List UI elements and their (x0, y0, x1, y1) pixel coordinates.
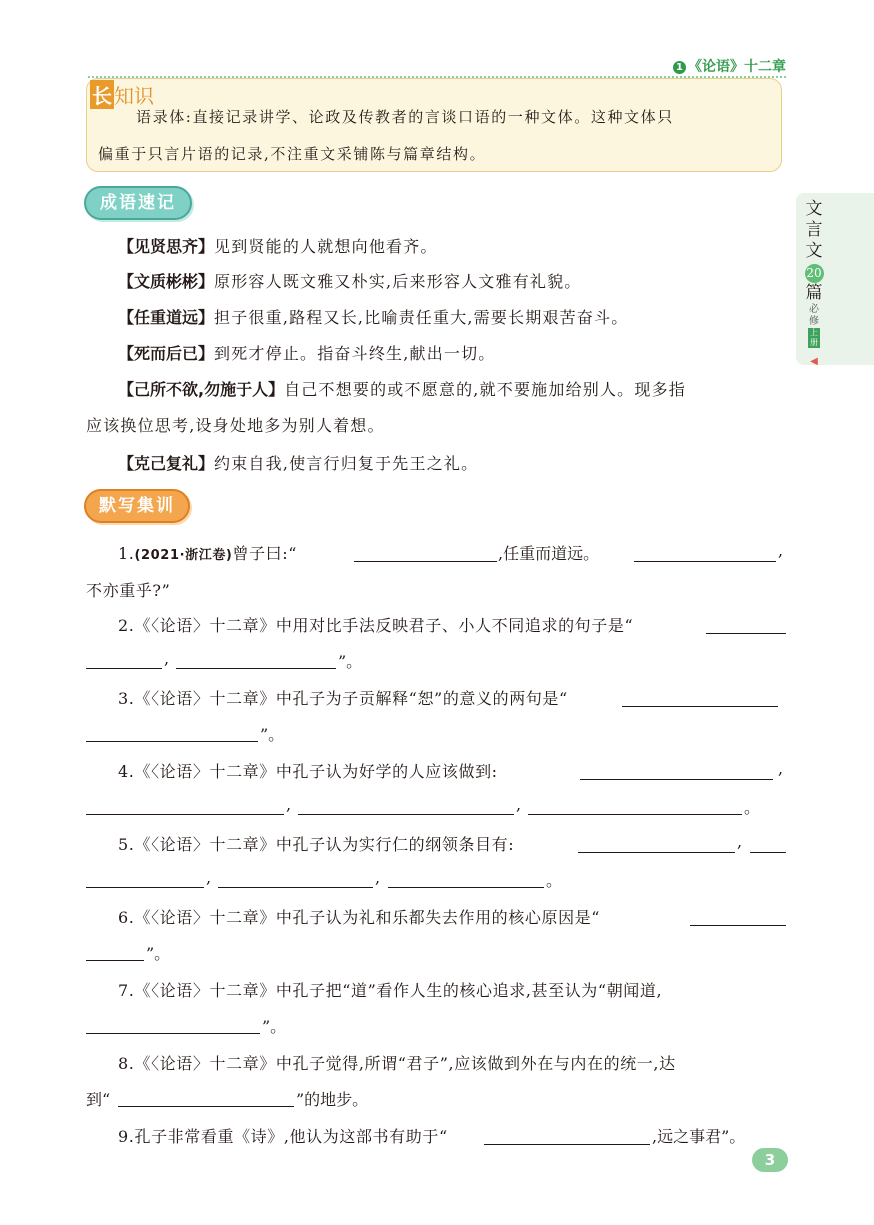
idiom-desc-continued: 应该换位思考,设身处地多为别人着想。 (86, 416, 385, 435)
side-tab-volume-char: 上 (810, 328, 818, 337)
idiom-term: 【任重道远】 (118, 308, 215, 327)
answer-blank[interactable] (118, 1106, 294, 1107)
knowledge-title-lead: 长 (90, 80, 114, 109)
q1-text: 曾子曰:“ (232, 544, 298, 563)
answer-blank[interactable] (706, 633, 786, 634)
question-2: 2.《〈论语〉十二章》中用对比手法反映君子、小人不同追求的句子是“ (118, 616, 634, 635)
side-tab[interactable] (796, 193, 874, 365)
q7-close: ”。 (262, 1017, 287, 1036)
q3-close: ”。 (260, 725, 285, 744)
side-tab-small-char: 修 (809, 316, 819, 327)
q8-text-3: ”的地步。 (296, 1090, 369, 1109)
q1-text-3: 不亦重乎?” (86, 581, 171, 600)
question-8: 8.《〈论语〉十二章》中孔子觉得,所谓“君子”,应该做到外在与内在的统一,达 (118, 1054, 676, 1073)
q5-comma-3: , (375, 868, 381, 887)
side-tab-char: 文 (805, 241, 823, 261)
q5-comma-2: , (206, 868, 212, 887)
answer-blank[interactable] (86, 960, 144, 961)
question-1 (118, 541, 297, 564)
idiom-desc: 约束自我,使言行归复于先王之礼。 (214, 454, 479, 473)
idiom-item (118, 305, 628, 328)
question-7: 7.《〈论语〉十二章》中孔子把“道”看作人生的核心追求,甚至认为“朝闻道, (118, 981, 663, 1000)
question-3: 3.《〈论语〉十二章》中孔子为子贡解释“恕”的意义的两句是“ (118, 689, 568, 708)
answer-blank[interactable] (86, 1033, 260, 1034)
q1-number: 1. (118, 544, 135, 563)
q4-comma-3: , (516, 795, 522, 814)
idiom-item (118, 341, 496, 364)
q1-source: (2021·浙江卷) (134, 548, 233, 563)
side-tab-char: 篇 (805, 283, 823, 303)
answer-blank[interactable] (388, 887, 544, 888)
idiom-item (118, 451, 478, 474)
answer-blank[interactable] (298, 814, 514, 815)
question-5: 5.《〈论语〉十二章》中孔子认为实行仁的纲领条目有: (118, 835, 515, 854)
question-9: 9.孔子非常看重《诗》,他认为这部书有助于“ (118, 1127, 448, 1146)
idiom-item (118, 269, 582, 292)
q5-comma-1: , (737, 832, 743, 851)
answer-blank[interactable] (86, 814, 284, 815)
answer-blank[interactable] (634, 561, 776, 562)
q4-comma-2: , (286, 795, 292, 814)
idiom-term: 【克己复礼】 (118, 454, 215, 473)
page-number: 3 (752, 1148, 788, 1172)
answer-blank[interactable] (578, 852, 735, 853)
answer-blank[interactable] (354, 561, 497, 562)
q6-close: ”。 (146, 944, 171, 963)
question-4: 4.《〈论语〉十二章》中孔子认为好学的人应该做到: (118, 762, 498, 781)
answer-blank[interactable] (622, 706, 778, 707)
idiom-item (118, 234, 438, 257)
q8-text-2: 到“ (86, 1090, 111, 1109)
knowledge-line-1: 语录体:直接记录讲学、论政及传教者的言谈口语的一种文体。这种文体只 (136, 108, 674, 126)
knowledge-line-2: 偏重于只言片语的记录,不注重文采铺陈与篇章结构。 (98, 145, 487, 163)
answer-blank[interactable] (750, 852, 786, 853)
answer-blank[interactable] (484, 1144, 650, 1145)
answer-blank[interactable] (86, 668, 162, 669)
running-header (673, 56, 786, 76)
chapter-number: 1 (673, 61, 686, 74)
answer-blank[interactable] (580, 779, 773, 780)
idiom-term: 【文质彬彬】 (118, 272, 215, 291)
q1-text-2: ,任重而道远。 (498, 544, 600, 563)
answer-blank[interactable] (176, 668, 336, 669)
idiom-term: 【死而后已】 (118, 344, 215, 363)
q9-text-2: ,远之事君”。 (652, 1127, 746, 1146)
idiom-desc: 到死才停止。指奋斗终生,献出一切。 (214, 344, 496, 363)
idiom-desc: 见到贤能的人就想向他看齐。 (214, 237, 438, 256)
answer-blank[interactable] (528, 814, 742, 815)
q2-comma: , (164, 649, 170, 668)
idioms-section-badge: 成语速记 (84, 186, 192, 220)
side-tab-char: 言 (805, 220, 823, 240)
question-6: 6.《〈论语〉十二章》中孔子认为礼和乐都失去作用的核心原因是“ (118, 908, 601, 927)
idiom-desc: 自己不想要的或不愿意的,就不要施加给别人。现多指 (284, 380, 686, 399)
chapter-title: 《论语》十二章 (688, 59, 786, 75)
answer-blank[interactable] (86, 887, 204, 888)
q2-close: ”。 (338, 652, 363, 671)
side-tab-volume (808, 328, 820, 348)
q4-period: 。 (744, 798, 761, 817)
knowledge-title-rest: 知识 (114, 84, 154, 108)
answer-blank[interactable] (86, 741, 258, 742)
q5-period: 。 (546, 871, 563, 890)
idiom-item (118, 377, 686, 400)
arrow-icon: ◀ (810, 356, 818, 367)
side-tab-char: 文 (805, 199, 823, 219)
idiom-desc: 原形容人既文雅又朴实,后来形容人文雅有礼貌。 (214, 272, 582, 291)
idiom-desc: 担子很重,路程又长,比喻责任重大,需要长期艰苦奋斗。 (214, 308, 629, 327)
idiom-term: 【己所不欲,勿施于人】 (118, 380, 285, 399)
answer-blank[interactable] (690, 925, 786, 926)
side-tab-number: 20 (805, 264, 824, 283)
side-tab-volume-char: 册 (810, 338, 818, 347)
side-tab-small-char: 必 (809, 304, 819, 315)
side-tab-text (803, 199, 825, 372)
idiom-term: 【见贤思齐】 (118, 237, 215, 256)
dictation-section-badge: 默写集训 (84, 489, 190, 523)
q4-comma-1: , (778, 759, 784, 778)
q1-comma: , (778, 541, 784, 560)
answer-blank[interactable] (218, 887, 373, 888)
